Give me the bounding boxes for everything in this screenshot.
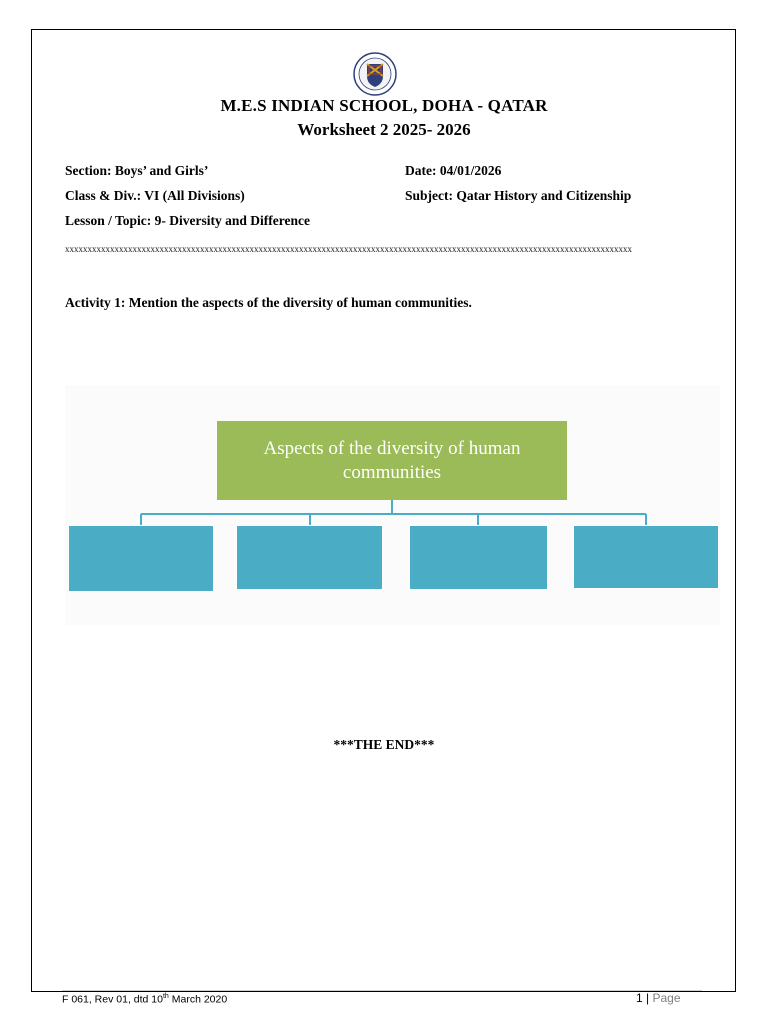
reference-ordinal: th <box>162 993 169 1000</box>
reference-suffix: March 2020 <box>168 993 228 1006</box>
school-crest-icon <box>353 52 397 96</box>
reference-prefix: F 061, Rev 01, dtd 10 <box>62 993 163 1006</box>
aspect-box-4[interactable] <box>573 525 719 589</box>
page-indicator <box>636 991 681 1005</box>
page-number: 1 <box>636 991 643 1005</box>
subject-field: Subject: Qatar History and Citizenship <box>405 188 632 203</box>
activity-prompt: Activity 1: Mention the aspects of the diversity of human communities. <box>65 295 472 310</box>
end-marker: ***THE END*** <box>333 737 435 752</box>
diagram-heading-box: Aspects of the diversity of human communities <box>217 421 567 500</box>
document-reference <box>62 993 227 1006</box>
aspect-box-1[interactable] <box>68 525 214 592</box>
footer-divider <box>62 990 702 991</box>
school-name: M.E.S INDIAN SCHOOL, DOHA - QATAR <box>220 96 548 115</box>
diversity-diagram <box>65 385 720 625</box>
page-label: Page <box>652 991 681 1005</box>
section-field: Section: Boys’ and Girls’ <box>65 163 209 178</box>
date-field: Date: 04/01/2026 <box>405 163 502 178</box>
page-separator: | <box>642 991 653 1005</box>
lesson-topic-field: Lesson / Topic: 9- Diversity and Difference <box>65 213 310 228</box>
worksheet-title: Worksheet 2 2025- 2026 <box>297 120 471 139</box>
separator-line: xxxxxxxxxxxxxxxxxxxxxxxxxxxxxxxxxxxxxxxxxxxxxxxxxxxxxxxxxxxxxxxxxxxxxxxxxxxxxxxxxxxxxxxxxxxxxxxxxxxxxxxxxxxxxxxxxxxxxxxxxxxxxx <box>65 244 632 254</box>
aspect-box-3[interactable] <box>409 525 548 590</box>
class-division-field: Class & Div.: VI (All Divisions) <box>65 188 245 203</box>
aspect-box-2[interactable] <box>236 525 383 590</box>
